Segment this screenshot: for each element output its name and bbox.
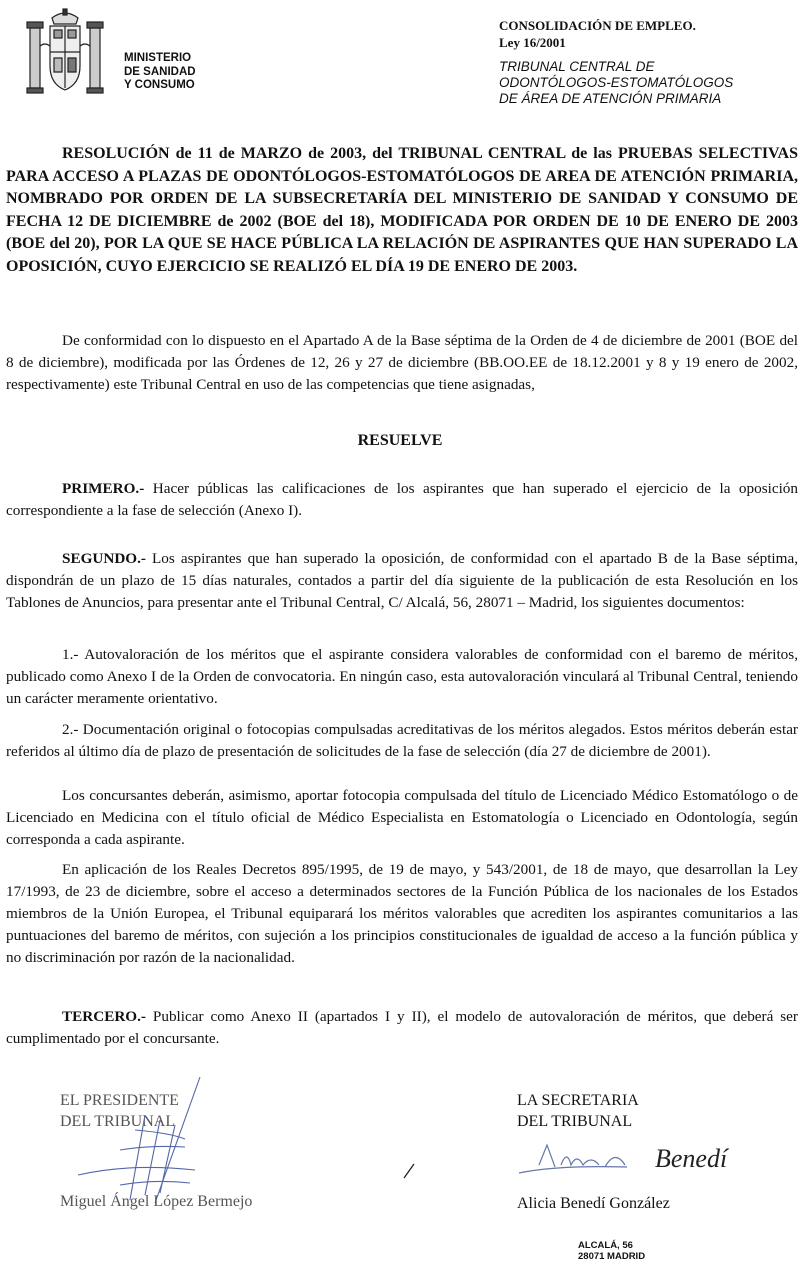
tribunal-line: DE ÁREA DE ATENCIÓN PRIMARIA xyxy=(499,91,722,106)
address-line: ALCALÁ, 56 xyxy=(578,1240,633,1251)
tercero-label: TERCERO.- xyxy=(62,1008,146,1025)
pen-mark xyxy=(402,1160,422,1180)
segundo-item-2: 2.- Documentación original o fotocopias compulsadas acreditativas de los méritos alegados. Estos méritos deberán estar referidos al último día de plazo de presentación de solicitudes de la fase de selección (día 27 de diciembre de 2001). xyxy=(6,721,798,760)
address xyxy=(578,1240,645,1262)
ministry-line: DE SANIDAD xyxy=(124,65,196,78)
resuelve-heading: RESUELVE xyxy=(357,432,443,449)
secretary-signature xyxy=(517,1135,777,1190)
tribunal-line: ODONTÓLOGOS-ESTOMATÓLOGOS xyxy=(499,75,734,90)
ministry-line: Y CONSUMO xyxy=(124,79,195,91)
secretary-title-line: DEL TRIBUNAL xyxy=(517,1113,633,1130)
ministry-line: MINISTERIO xyxy=(124,52,192,64)
segundo-text: Los aspirantes que han superado la oposición, de conformidad con el apartado B de la Base séptima, dispondrán de un plazo de 15 días naturales, contados a partir del día siguiente de la publicación de esta Resolución en los Tablones de Anuncios, para presentar ante el Tribunal Central, C/ Alcalá, 56, 28071 – Madrid, los siguientes documentos: xyxy=(6,550,798,611)
address-line: 28071 MADRID xyxy=(578,1251,646,1262)
tribunal-header xyxy=(499,59,733,107)
segundo-label: SEGUNDO.- xyxy=(62,550,146,567)
law-reference: Ley 16/2001 xyxy=(499,35,566,50)
primero-paragraph xyxy=(6,478,798,522)
segundo-extra-1: Los concursantes deberán, asimismo, aportar fotocopia compulsada del título de Licenciado Médico Estomatólogo o de Licenciado en Medicina con el título oficial de Médico Especialista en Estomatología o Licenciado en Odontología, según corresponda a cada aspirante. xyxy=(6,787,798,848)
segundo-paragraph xyxy=(6,548,798,614)
president-name: Miguel Ángel López Bermejo xyxy=(60,1193,253,1210)
president-signature xyxy=(60,1075,220,1205)
secretary-title-line: LA SECRETARIA xyxy=(517,1092,639,1109)
primero-label: PRIMERO.- xyxy=(62,480,145,497)
primero-text: Hacer públicas las calificaciones de los aspirantes que han superado el ejercicio de la oposición correspondiente a la fase de selección (Anexo I). xyxy=(6,480,798,519)
secretary-signature-text: Benedí xyxy=(655,1144,728,1173)
secretary-name: Alicia Benedí González xyxy=(517,1195,670,1212)
tercero-paragraph xyxy=(6,1006,798,1050)
tercero-text: Publicar como Anexo II (apartados I y II), el modelo de autovaloración de méritos, que deberá ser cumplimentado por el concursante. xyxy=(6,1008,798,1047)
consolidation-heading: CONSOLIDACIÓN DE EMPLEO. xyxy=(499,18,696,33)
segundo-item-1: 1.- Autovaloración de los méritos que el aspirante considera valorables de conformidad con el baremo de méritos, publicado como Anexo I de la Orden de convocatoria. En ningún caso, esta autovaloración vinculará al Tribunal Central, teniendo un carácter meramente orientativo. xyxy=(6,646,798,707)
president-title-line: DEL TRIBUNAL xyxy=(60,1113,176,1130)
segundo-extra-2: En aplicación de los Reales Decretos 895/1995, de 19 de mayo, y 543/2001, de 18 de mayo, que desarrollan la Ley 17/1993, de 23 de diciembre, sobre el acceso a determinados sectores de la Función Pública de los nacionales de los Estados miembros de la Unión Europea, el Tribunal equiparará los méritos valorables que acrediten los aspirantes comunitarios a las puntuaciones del baremo de méritos, con sujeción a los principios constitucionales de igualdad de acceso a la función pública y no discriminación por razón de la nacionalidad. xyxy=(6,861,798,966)
ministry-name xyxy=(124,52,196,93)
tribunal-line: TRIBUNAL CENTRAL DE xyxy=(499,59,655,74)
resolution-title: RESOLUCIÓN de 11 de MARZO de 2003, del TRIBUNAL CENTRAL de las PRUEBAS SELECTIVAS PARA ACCESO A PLAZAS DE ODONTÓLOGOS-ESTOMATÓLOGOS DE AREA DE ATENCIÓN PRIMARIA, NOMBRADO POR ORDEN DE LA SUBSECRETARÍA DEL MINISTERIO DE SANIDAD Y CONSUMO DE FECHA 12 DE DICIEMBRE de 2002 (BOE del 18), MODIFICADA POR ORDEN DE 10 DE ENERO DE 2003 (BOE del 20), POR LA QUE SE HACE PÚBLICA LA RELACIÓN DE ASPIRANTES QUE HAN SUPERADO LA OPOSICIÓN, CUYO EJERCICIO SE REALIZÓ EL DÍA 19 DE ENERO DE 2003. xyxy=(6,145,798,275)
intro-paragraph: De conformidad con lo dispuesto en el Apartado A de la Base séptima de la Orden de 4 de diciembre de 2001 (BOE del 8 de diciembre), modificada por las Órdenes de 12, 26 y 27 de diciembre (BB.OO.EE de 18.12.2001 y 8 y 19 enero de 2002, respectivamente) este Tribunal Central en uso de las competencias que tiene asignadas, xyxy=(6,332,798,393)
secretary-title xyxy=(517,1090,639,1132)
coat-of-arms-logo xyxy=(22,6,108,98)
president-title-line: EL PRESIDENTE xyxy=(60,1092,179,1109)
